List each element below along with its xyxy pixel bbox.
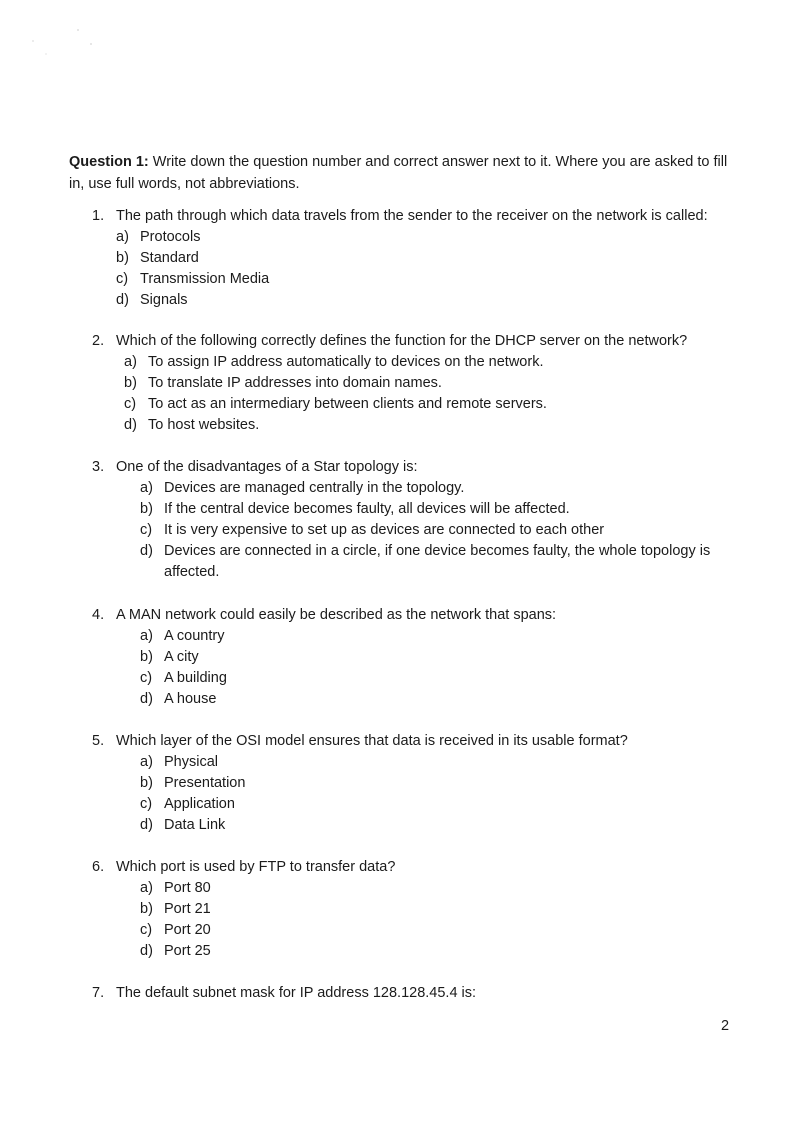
option-text: To assign IP address automatically to devices on the network. <box>148 354 544 370</box>
scan-specks <box>0 0 794 120</box>
answer-option <box>124 352 742 373</box>
answer-option <box>116 269 742 290</box>
option-letter: d) <box>140 543 153 559</box>
answer-option <box>140 773 742 794</box>
answer-option <box>140 668 742 689</box>
page-number: 2 <box>721 1018 730 1034</box>
option-letter: c) <box>140 922 153 938</box>
option-text: Protocols <box>140 229 201 245</box>
answer-option <box>140 647 742 668</box>
option-letter: a) <box>140 480 153 496</box>
question-item <box>92 457 742 583</box>
answer-option <box>140 920 742 941</box>
option-letter: d) <box>124 417 137 433</box>
answer-option <box>140 815 742 836</box>
option-letter: a) <box>124 354 137 370</box>
question-number: 7. <box>92 985 105 1001</box>
option-text: Application <box>164 796 235 812</box>
answer-option <box>140 899 742 920</box>
question-text: Which layer of the OSI model ensures that data is received in its usable format? <box>116 733 628 749</box>
option-text: Port 20 <box>164 922 211 938</box>
option-letter: a) <box>116 229 129 245</box>
option-text: A country <box>164 628 225 644</box>
answer-option <box>116 248 742 269</box>
answer-option <box>124 373 742 394</box>
answer-option <box>140 878 742 899</box>
answer-option <box>140 520 742 541</box>
answer-option <box>140 541 742 583</box>
option-letter: c) <box>140 796 153 812</box>
question-number: 5. <box>92 733 105 749</box>
option-text: Physical <box>164 754 218 770</box>
answer-option <box>140 478 742 499</box>
option-letter: c) <box>124 396 137 412</box>
option-letter: c) <box>140 522 153 538</box>
question-text: Which port is used by FTP to transfer data? <box>116 859 396 875</box>
option-text: Signals <box>140 292 188 308</box>
option-text: A house <box>164 691 217 707</box>
question-number: 4. <box>92 607 105 623</box>
option-letter: a) <box>140 628 153 644</box>
question-text: Which of the following correctly defines the function for the DHCP server on the network? <box>116 333 688 349</box>
option-text: Presentation <box>164 775 246 791</box>
question-text: The default subnet mask for IP address 128.128.45.4 is: <box>116 985 477 1001</box>
option-text: Devices are managed centrally in the topology. <box>164 480 465 496</box>
question-item <box>92 605 742 710</box>
option-text: Transmission Media <box>140 271 270 287</box>
option-text: To host websites. <box>148 417 260 433</box>
option-letter: d) <box>140 691 153 707</box>
question-number: 2. <box>92 333 105 349</box>
option-letter: c) <box>116 271 129 287</box>
option-letter: b) <box>140 775 153 791</box>
option-text: It is very expensive to set up as devices are connected to each other <box>164 522 605 538</box>
option-letter: a) <box>140 880 153 896</box>
option-letter: b) <box>140 501 153 517</box>
question-text: The path through which data travels from the sender to the receiver on the network is called: <box>116 208 708 224</box>
option-text: Port 25 <box>164 943 211 959</box>
option-text: Port 80 <box>164 880 211 896</box>
option-letter: b) <box>116 250 129 266</box>
option-text: To act as an intermediary between clients and remote servers. <box>148 396 547 412</box>
answer-option <box>140 941 742 962</box>
option-text: Data Link <box>164 817 226 833</box>
option-text: Standard <box>140 250 199 266</box>
answer-option <box>140 752 742 773</box>
option-letter: c) <box>140 670 153 686</box>
option-letter: b) <box>140 901 153 917</box>
question-number: 6. <box>92 859 105 875</box>
instructions-text: Write down the question number and correct answer next to it. Where you are asked to fill in, use full words, not abbreviations. <box>69 154 728 192</box>
question-item <box>92 331 742 436</box>
answer-option <box>140 499 742 520</box>
question-item <box>92 983 742 1004</box>
option-text: A city <box>164 649 199 665</box>
answer-option <box>140 794 742 815</box>
answer-option <box>116 290 742 311</box>
question-text: One of the disadvantages of a Star topology is: <box>116 459 418 475</box>
question-number: 1. <box>92 208 105 224</box>
option-text: If the central device becomes faulty, all devices will be affected. <box>164 501 570 517</box>
option-letter: a) <box>140 754 153 770</box>
option-text: Devices are connected in a circle, if one device becomes faulty, the whole topology is affected. <box>164 543 711 580</box>
option-text: Port 21 <box>164 901 211 917</box>
option-letter: b) <box>140 649 153 665</box>
question-item <box>92 857 742 962</box>
answer-option <box>140 626 742 647</box>
question-item <box>92 731 742 836</box>
option-text: A building <box>164 670 227 686</box>
question-number: 3. <box>92 459 105 475</box>
option-text: To translate IP addresses into domain names. <box>148 375 442 391</box>
question-item <box>92 206 742 311</box>
answer-option <box>116 227 742 248</box>
answer-option <box>140 689 742 710</box>
question-text: A MAN network could easily be described as the network that spans: <box>116 607 557 623</box>
option-letter: b) <box>124 375 137 391</box>
option-letter: d) <box>140 943 153 959</box>
option-letter: d) <box>140 817 153 833</box>
option-letter: d) <box>116 292 129 308</box>
answer-option <box>124 415 742 436</box>
question-heading: Question 1: <box>69 154 149 170</box>
instructions <box>69 152 734 195</box>
answer-option <box>124 394 742 415</box>
